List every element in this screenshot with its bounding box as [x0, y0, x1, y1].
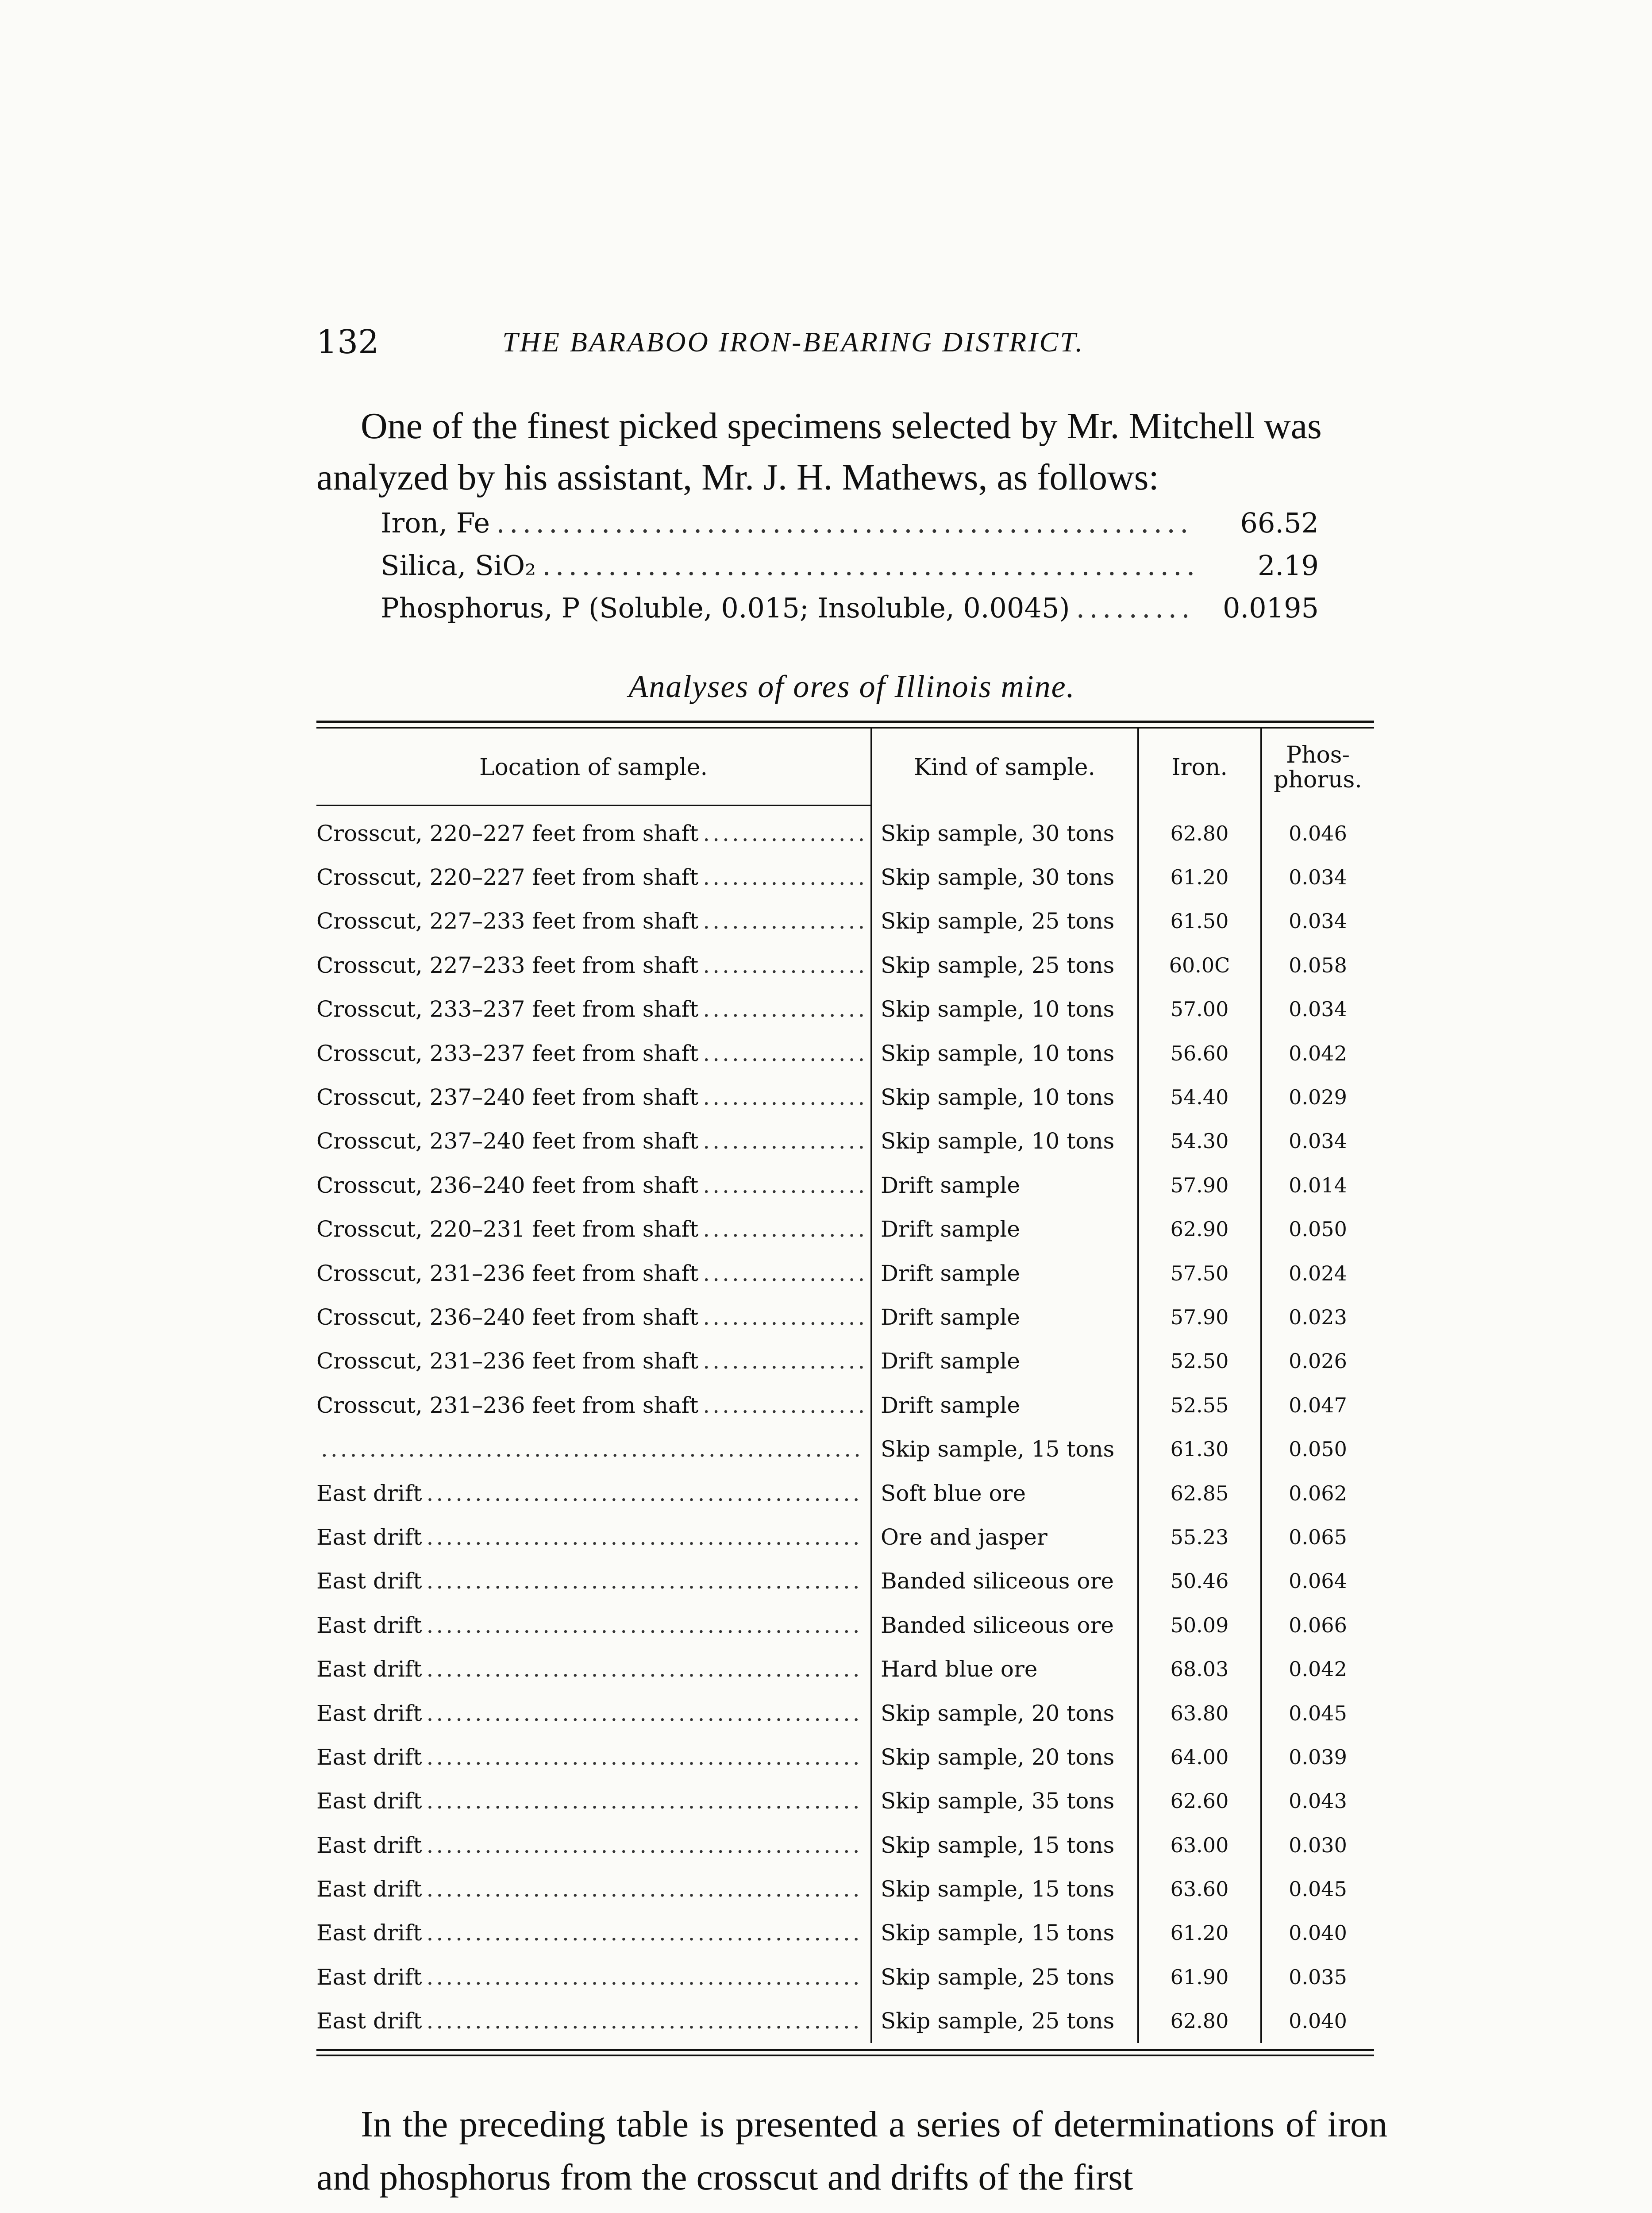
kind-cell: Drift sample: [881, 1172, 1020, 1198]
kind-cell: Hard blue ore: [881, 1656, 1038, 1682]
iron-cell: 62.80: [1170, 821, 1229, 845]
kind-cell: Skip sample, 20 tons: [881, 1700, 1115, 1726]
phosphorus-cell: 0.029: [1289, 1085, 1347, 1110]
phosphorus-cell: 0.023: [1289, 1305, 1347, 1329]
dot-leader: [542, 549, 1193, 582]
location-text: Crosscut, 231–236 feet from shaft: [316, 1260, 699, 1286]
header-iron: Iron.: [1171, 754, 1228, 781]
dot-leader: [703, 1172, 863, 1198]
dot-leader: [426, 1700, 863, 1726]
location-text: East drift: [316, 1744, 422, 1770]
location-cell: [316, 1128, 863, 1154]
kind-cell: Skip sample, 10 tons: [881, 1128, 1115, 1154]
table-row: [316, 1427, 1374, 1471]
dot-leader: [426, 1524, 863, 1550]
kind-cell: Skip sample, 15 tons: [881, 1876, 1115, 1902]
location-cell: [316, 821, 863, 846]
iron-cell: 62.90: [1170, 1217, 1229, 1241]
iron-cell: 68.03: [1170, 1657, 1229, 1681]
iron-cell: 50.09: [1170, 1613, 1229, 1637]
iron-cell: 54.30: [1170, 1129, 1229, 1153]
table-row: [316, 943, 1374, 987]
dot-leader: [703, 908, 863, 934]
location-cell: [316, 1920, 863, 1946]
table-row: [316, 1339, 1374, 1383]
phosphorus-cell: 0.034: [1289, 1129, 1347, 1153]
location-text: Crosscut, 220–227 feet from shaft: [316, 864, 699, 891]
dot-leader: [703, 1261, 863, 1286]
location-cell: [316, 1392, 863, 1418]
dot-leader: [1076, 592, 1193, 624]
location-text: East drift: [316, 1964, 422, 1990]
location-text: Crosscut, 236–240 feet from shaft: [316, 1304, 699, 1330]
location-cell: [316, 2008, 863, 2034]
dot-leader: [426, 1832, 863, 1858]
column-divider: [870, 729, 872, 806]
table-row: [316, 1691, 1374, 1735]
location-cell: [316, 1480, 863, 1506]
analysis-label: Silica, SiO₂: [381, 549, 536, 582]
kind-cell: Drift sample: [881, 1304, 1020, 1330]
ore-analyses-table: [316, 721, 1374, 2056]
kind-cell: Drift sample: [881, 1348, 1020, 1374]
analysis-label: Phosphorus, P (Soluble, 0.015; Insoluble, 0.0045): [381, 592, 1070, 624]
iron-cell: 61.50: [1170, 909, 1229, 933]
dot-leader: [703, 821, 863, 846]
iron-cell: 60.0C: [1169, 953, 1230, 977]
page-number: 132: [316, 323, 379, 361]
table-row: [316, 899, 1374, 943]
location-cell: [316, 1832, 863, 1858]
table-caption: Analyses of ores of Illinois mine.: [628, 669, 1075, 704]
iron-cell: 61.20: [1170, 865, 1229, 890]
phosphorus-cell: 0.030: [1289, 1833, 1347, 1857]
phosphorus-cell: 0.040: [1289, 2009, 1347, 2033]
table-bottom-rule: [316, 2055, 1374, 2056]
header-kind: Kind of sample.: [913, 754, 1096, 781]
table-row: [316, 1031, 1374, 1075]
table-row: [316, 1295, 1374, 1339]
location-cell: [316, 1041, 863, 1066]
table-top-rule: [316, 721, 1374, 723]
dot-leader: [426, 1920, 863, 1946]
kind-cell: Drift sample: [881, 1216, 1020, 1242]
table-row: [316, 1207, 1374, 1251]
kind-cell: Drift sample: [881, 1260, 1020, 1286]
iron-cell: 64.00: [1170, 1745, 1229, 1769]
dot-leader: [703, 1348, 863, 1374]
running-title: THE BARABOO IRON-BEARING DISTRICT.: [502, 326, 1085, 358]
analysis-value: 0.0195: [1223, 592, 1319, 624]
dot-leader: [703, 1084, 863, 1110]
location-cell: [316, 1700, 863, 1726]
dot-leader: [703, 1392, 863, 1418]
table-body: [316, 806, 1374, 2043]
location-cell: [316, 908, 863, 934]
table-row: [316, 1647, 1374, 1691]
location-cell: [316, 1084, 863, 1110]
dot-leader: [703, 1216, 863, 1242]
phosphorus-cell: 0.024: [1289, 1261, 1347, 1285]
location-cell: [316, 1656, 863, 1682]
phosphorus-cell: 0.040: [1289, 1921, 1347, 1945]
phosphorus-cell: 0.034: [1289, 909, 1347, 933]
location-text: East drift: [316, 1920, 422, 1946]
kind-cell: Skip sample, 25 tons: [881, 2008, 1115, 2034]
location-text: Crosscut, 237–240 feet from shaft: [316, 1128, 699, 1154]
table-row: [316, 1823, 1374, 1867]
analysis-value: 66.52: [1240, 507, 1319, 539]
phosphorus-cell: 0.034: [1289, 865, 1347, 890]
iron-cell: 57.90: [1170, 1173, 1229, 1197]
location-cell: [316, 1304, 863, 1330]
kind-cell: Skip sample, 25 tons: [881, 952, 1115, 978]
location-cell: [316, 1788, 863, 1814]
table-row: [316, 1603, 1374, 1647]
kind-cell: Skip sample, 10 tons: [881, 996, 1115, 1022]
table-row: [316, 1383, 1374, 1427]
location-text: East drift: [316, 1480, 422, 1506]
location-cell: [316, 1261, 863, 1286]
phosphorus-cell: 0.066: [1289, 1613, 1347, 1637]
phosphorus-cell: 0.047: [1289, 1393, 1347, 1417]
dot-leader: [426, 1656, 863, 1682]
dot-leader: [703, 952, 863, 978]
location-text: Crosscut, 220–231 feet from shaft: [316, 1216, 699, 1242]
iron-cell: 57.00: [1170, 997, 1229, 1022]
intro-text: One of the finest picked specimens selected by Mr. Mitchell was analyzed by his assistant, Mr. J. H. Mathews, as follows:: [316, 405, 1322, 498]
iron-cell: 63.80: [1170, 1701, 1229, 1725]
iron-cell: 62.60: [1170, 1789, 1229, 1813]
dot-leader: [426, 1568, 863, 1594]
analysis-row: [381, 549, 1319, 592]
column-divider: [1137, 729, 1139, 806]
table-row: [316, 1471, 1374, 1515]
phosphorus-cell: 0.026: [1289, 1349, 1347, 1373]
kind-cell: Drift sample: [881, 1392, 1020, 1418]
location-text: Crosscut, 236–240 feet from shaft: [316, 1172, 699, 1198]
kind-cell: Skip sample, 30 tons: [881, 864, 1115, 891]
dot-leader: [426, 1744, 863, 1770]
iron-cell: 61.20: [1170, 1921, 1229, 1945]
dot-leader: [703, 996, 863, 1022]
iron-cell: 52.55: [1170, 1393, 1229, 1417]
location-text: Crosscut, 233–237 feet from shaft: [316, 996, 699, 1022]
intro-paragraph: [316, 401, 1387, 503]
phosphorus-cell: 0.034: [1289, 997, 1347, 1022]
iron-cell: 55.23: [1170, 1525, 1229, 1549]
kind-cell: Skip sample, 15 tons: [881, 1920, 1115, 1946]
phosphorus-cell: 0.065: [1289, 1525, 1347, 1549]
iron-cell: 52.50: [1170, 1349, 1229, 1373]
iron-cell: 56.60: [1170, 1041, 1229, 1065]
kind-cell: Skip sample, 15 tons: [881, 1436, 1115, 1462]
phosphorus-cell: 0.045: [1289, 1877, 1347, 1901]
iron-cell: 61.30: [1170, 1437, 1229, 1461]
location-text: East drift: [316, 1700, 422, 1726]
dot-leader: [426, 1964, 863, 1990]
location-text: Crosscut, 227–233 feet from shaft: [316, 952, 699, 978]
kind-cell: Soft blue ore: [881, 1480, 1026, 1506]
iron-cell: 50.46: [1170, 1569, 1229, 1593]
table-header: [316, 729, 1374, 806]
location-text: East drift: [316, 1832, 422, 1858]
phosphorus-cell: 0.042: [1289, 1657, 1347, 1681]
location-text: East drift: [316, 1612, 422, 1638]
dot-leader: [426, 1876, 863, 1902]
location-cell: [316, 1964, 863, 1990]
location-cell: [316, 1744, 863, 1770]
table-row: [316, 987, 1374, 1031]
kind-cell: Skip sample, 15 tons: [881, 1832, 1115, 1858]
dot-leader: [321, 1436, 863, 1462]
dot-leader: [703, 1041, 863, 1066]
phosphorus-cell: 0.046: [1289, 821, 1347, 845]
dot-leader: [496, 507, 1193, 539]
analysis-value: 2.19: [1257, 549, 1319, 582]
location-cell: [316, 1348, 863, 1374]
dot-leader: [703, 1304, 863, 1330]
iron-cell: 54.40: [1170, 1085, 1229, 1110]
dot-leader: [426, 1480, 863, 1506]
table-row: [316, 1867, 1374, 1911]
location-cell: [316, 996, 863, 1022]
dot-leader: [703, 864, 863, 890]
phosphorus-cell: 0.050: [1289, 1437, 1347, 1461]
phosphorus-cell: 0.062: [1289, 1481, 1347, 1505]
phosphorus-cell: 0.035: [1289, 1965, 1347, 1989]
closing-paragraph: [316, 2098, 1387, 2204]
table-bottom-rule: [316, 2049, 1374, 2051]
phosphorus-cell: 0.045: [1289, 1701, 1347, 1725]
header-location: Location of sample.: [479, 754, 708, 781]
table-row: [316, 1999, 1374, 2043]
analysis-row: [381, 592, 1319, 634]
table-row: [316, 1559, 1374, 1603]
phosphorus-cell: 0.064: [1289, 1569, 1347, 1593]
dot-leader: [703, 1128, 863, 1154]
kind-cell: Skip sample, 10 tons: [881, 1084, 1115, 1110]
iron-cell: 61.90: [1170, 1965, 1229, 1989]
table-row: [316, 1163, 1374, 1207]
dot-leader: [426, 2008, 863, 2034]
table-row: [316, 1515, 1374, 1559]
column-divider: [1260, 729, 1262, 806]
phosphorus-cell: 0.039: [1289, 1745, 1347, 1769]
analysis-label: Iron, Fe: [381, 507, 490, 539]
kind-cell: Ore and jasper: [881, 1524, 1047, 1550]
location-cell: [316, 1612, 863, 1638]
phosphorus-cell: 0.042: [1289, 1041, 1347, 1065]
location-text: Crosscut, 231–236 feet from shaft: [316, 1392, 699, 1418]
location-cell: [316, 1568, 863, 1594]
phosphorus-cell: 0.058: [1289, 953, 1347, 977]
table-row: [316, 1911, 1374, 1955]
kind-cell: Skip sample, 25 tons: [881, 1964, 1115, 1990]
iron-cell: 57.90: [1170, 1305, 1229, 1329]
phosphorus-cell: 0.050: [1289, 1217, 1347, 1241]
location-cell: [316, 864, 863, 890]
table-row: [316, 855, 1374, 899]
dot-leader: [426, 1788, 863, 1814]
location-cell: [316, 1172, 863, 1198]
kind-cell: Banded siliceous ore: [881, 1612, 1114, 1638]
location-text: East drift: [316, 2008, 422, 2034]
iron-cell: 62.80: [1170, 2009, 1229, 2033]
location-text: Crosscut, 227–233 feet from shaft: [316, 908, 699, 934]
table-row: [316, 1735, 1374, 1779]
table-row: [316, 1779, 1374, 1823]
page-header: [316, 323, 1467, 376]
location-cell: [316, 1436, 863, 1462]
iron-cell: 63.00: [1170, 1833, 1229, 1857]
phosphorus-cell: 0.043: [1289, 1789, 1347, 1813]
location-text: East drift: [316, 1524, 422, 1550]
closing-text: In the preceding table is presented a series of determinations of iron and phosphorus from the crosscut and drifts of the first: [316, 2104, 1387, 2198]
table-row: [316, 1955, 1374, 1999]
table-row: [316, 811, 1374, 855]
kind-cell: Banded siliceous ore: [881, 1568, 1114, 1594]
table-row: [316, 1119, 1374, 1163]
location-text: Crosscut, 231–236 feet from shaft: [316, 1348, 699, 1374]
location-text: Crosscut, 237–240 feet from shaft: [316, 1084, 699, 1110]
iron-cell: 62.85: [1170, 1481, 1229, 1505]
phosphorus-cell: 0.014: [1289, 1173, 1347, 1197]
kind-cell: Skip sample, 20 tons: [881, 1744, 1115, 1770]
location-text: Crosscut, 233–237 feet from shaft: [316, 1040, 699, 1066]
location-text: East drift: [316, 1788, 422, 1814]
kind-cell: Skip sample, 25 tons: [881, 908, 1115, 934]
kind-cell: Skip sample, 35 tons: [881, 1788, 1115, 1814]
location-text: East drift: [316, 1568, 422, 1594]
location-text: Crosscut, 220–227 feet from shaft: [316, 820, 699, 846]
table-row: [316, 1251, 1374, 1295]
header-phosphorus: Phos- phorus.: [1274, 741, 1362, 793]
kind-cell: Skip sample, 30 tons: [881, 820, 1115, 846]
location-cell: [316, 1524, 863, 1550]
location-text: East drift: [316, 1876, 422, 1902]
location-cell: [316, 1216, 863, 1242]
analysis-row: [381, 507, 1319, 549]
location-cell: [316, 1876, 863, 1902]
iron-cell: 63.60: [1170, 1877, 1229, 1901]
specimen-analysis: [381, 507, 1319, 634]
kind-cell: Skip sample, 10 tons: [881, 1040, 1115, 1066]
iron-cell: 57.50: [1170, 1261, 1229, 1285]
location-text: East drift: [316, 1656, 422, 1682]
table-row: [316, 1075, 1374, 1119]
location-cell: [316, 952, 863, 978]
dot-leader: [426, 1612, 863, 1638]
